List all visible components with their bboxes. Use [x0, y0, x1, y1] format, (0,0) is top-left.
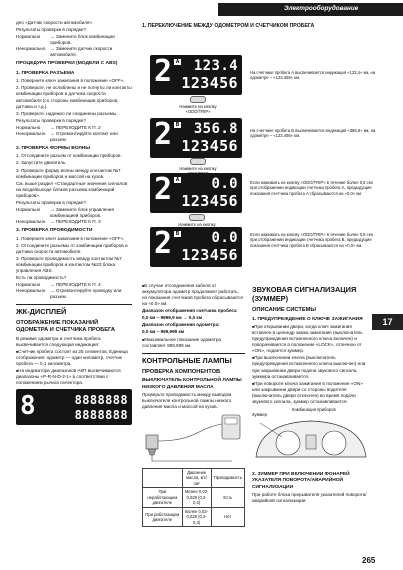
components-title: ПРОВЕРКА КОМПОНЕНТОВ — [142, 368, 221, 375]
step2-title: 2. ПРОВЕРКА ФОРМЫ ВОЛНЫ — [16, 145, 91, 151]
column-3: ■ В случае отсоединения кабеля от аккумулятора одометр продолжает работать, но показания счетчиков пробега сбрасываются на «0.0» км. Диапазон отображения счетчика пробега: 0,0 км ~ 9999,9 км → 0,0 км Диапазон отображения одометра: 0,0 км ~ 999,999 км ■ Максимальное показание одометра составляет 999,999 км. КОНТРОЛЬНЫЕ ЛАМПЫ ПРОВЕРКА КОМПОНЕНТОВ ВЫКЛЮЧАТЕЛЬ КОНТРОЛЬНОЙ ЛАМПЫ НИЗКОГО ДАВЛЕНИЯ МАСЛА Проверьте проводимость между выводом выключателя контрольной лампы низкого давления масла и массой на кузов. Давление масла, кгс/см² Проводимость При неработающем двигателе Менее 0,02-0,029 (0,2-0,3) Есть При работающем двигателе Более 0,02-0,029 (0,2-0,3) Нет — [142, 283, 245, 527]
column-4: ЗВУКОВАЯ СИГНАЛИЗАЦИЯ (ЗУММЕР) ОПИСАНИЕ СИСТЕМЫ 1. ПРЕДУПРЕЖДЕНИЕ О КЛЮЧЕ ЗАЖИГАНИЯ ■ При открывании двери, когда ключ зажигания вставлен в цилиндр замка зажигания (выключатель предупреждения вставленного ключа включен) и поворачивается в положение «LOCK», отличное от «ON», подается зуммер. ■ При выключении ключа (выключатель предупреждения вставленного ключа выключен) или при закрывании двери подача звукового сигнала, зуммера останавливается. ■ При повороте ключа зажигания в положение «ON» или закрывании двери со стороны водителя (выключатель двери отключен) во время подачи звукового сигнала, зуммер останавливается. Комбинация приборов Зуммер 2. ЗУММЕР ПРИ ВКЛЮЧЕНИИ ФОНАРЕЙ УКАЗАТЕЛЯ ПОВОРОТА/АВАРИЙНОЙ СИГНАЛИЗАЦИИ При работе блока прерывателя указателей поворота/аварийной сигнализации — [252, 283, 370, 505]
button-icon — [189, 214, 205, 221]
section-tab: 17 — [372, 314, 403, 330]
speedometer-dial — [276, 431, 300, 455]
cluster-figure: Комбинация приборов Зуммер — [252, 407, 370, 469]
odo-display-4: 2 B 0.0 123456 — [150, 227, 242, 267]
button-icon — [190, 96, 206, 103]
switch-section-title: 1. ПЕРЕКЛЮЧЕНИЕ МЕЖДУ ОДОМЕТРОМ И СЧЕТЧИКОМ ПРОБЕГА — [142, 23, 315, 29]
odo-trip-button-2[interactable]: Нажмите на кнопку — [178, 158, 218, 177]
divider — [16, 304, 132, 305]
odo-display-1: 2 A 123.4 123456 — [150, 55, 242, 95]
ground-wire — [152, 455, 232, 461]
lamps-section-title: КОНТРОЛЬНЫЕ ЛАМПЫ — [142, 355, 232, 365]
column-2 — [142, 20, 389, 31]
instrument-cluster-illustration — [252, 417, 370, 469]
odo-trip-button-3[interactable]: Нажмите на кнопку — [174, 214, 220, 238]
page-header: Электрооборудование — [218, 3, 403, 16]
divider — [142, 353, 245, 354]
oil-switch-title: ВЫКЛЮЧАТЕЛЬ КОНТРОЛЬНОЙ ЛАМПЫ НИЗКОГО ДАВЛЕНИЯ МАСЛА — [142, 378, 242, 390]
lcd-section-title: ЖК-ДИСПЛЕЙ — [16, 307, 67, 317]
tachometer-dial — [322, 431, 346, 455]
oil-switch-thread — [148, 449, 156, 455]
table-header-row: Давление масла, кгс/см² Проводимость — [143, 468, 245, 488]
buzzer-section-title: ЗВУКОВАЯ СИГНАЛИЗАЦИЯ (ЗУММЕР) — [252, 285, 357, 303]
key-warning-title: 1. ПРЕДУПРЕЖДЕНИЕ О КЛЮЧЕ ЗАЖИГАНИЯ — [252, 316, 363, 322]
column-1: део «Датчик скорости автомобиля». Результаты проверки в порядке? Нормально → Замените блок комбинации приборов. Ненормально → Замените датчик скорости автомобиля. ПРОЦЕДУРА ПРОВЕРКИ (МОДЕЛИ С ABS) 1. ПРОВЕРКА РАЗЪЕМА 1. Поверните ключ зажигания в положение «OFF». 2. Проверьте, не ослаблены и не погнуты ли контакты комбинации приборов и датчика скорости автомобиля (со стороны комбинации приборов, датчика и т.д.). 3. Проверьте, надежно ли соединены разъемы. Результаты проверки в порядке? Нормально → ПЕРЕХОДИТЕ К П. 2 Ненормально → Отремонтируйте контакт или разъем. 2. ПРОВЕРКА ФОРМЫ ВОЛНЫ 1. Отсоедините разъем от комбинации приборов. 2. Запустите двигатель. 3. Проверьте форму волны между контактом №7 комбинации приборов и массой на кузов. См. выше раздел «Стандартные значения сигналов на входе/выходе блоков разъема комбинаций приборов». Результаты проверки в порядке? Нормально → Замените блок управления комбинацией приборов. Ненормально → ПЕРЕХОДИТЕ К П. 3 3. ПРОВЕРКА ПРОВОДИМОСТИ 1. Поверните ключ зажигания в положение «OFF». 2. Отсоедините разъемы от комбинации приборов и датчика скорости автомобиля. 3. Проверьте проводимость между контактом №7 комбинации приборов и контактом №23 блока управления ABS. Есть ли проводимость? Нормально → ПЕРЕХОДИТЕ К П. 4 Ненормально → Отремонтируйте проводку или разъем. ЖК-ДИСПЛЕЙ ОТОБРАЖЕНИЕ ПОКАЗАНИЙ ОДОМЕТРА И СЧЕТЧИКА ПРОБЕГА В режиме одометра и счетчика пробега высвечивается следующая индикация: ■ Счетчик пробега состоит из 25 сегментов. Единица отображения: одометр — один километр, счетчик пробега — 0,1 километра. ■ На индикаторе диапазонов АКП высвечиваются диапазоны «P-R-N-D-2-1» в соответствии с положением рычага селектора. 8 8888888 8888888 — [16, 20, 132, 425]
step3-title: 3. ПРОВЕРКА ПРОВОДИМОСТИ — [16, 228, 93, 234]
odo-display-2: 2 B 356.8 123456 — [150, 118, 242, 158]
table-row: При работающем двигателе Более 0,02-0,029 (0,2-0,3) Нет — [143, 507, 245, 527]
odometer-display-title: ОТОБРАЖЕНИЕ ПОКАЗАНИЙ ОДОМЕТРА И СЧЕТЧИКА ПРОБЕГА — [16, 320, 116, 333]
oil-switch-body — [146, 435, 158, 449]
step1-title: 1. ПРОВЕРКА РАЗЪЕМА — [16, 70, 75, 76]
abs-procedure-title: ПРОЦЕДУРА ПРОВЕРКИ (МОДЕЛИ С ABS) — [16, 61, 118, 67]
ohmmeter-screen — [225, 418, 237, 424]
odo-trip-button-1[interactable]: Нажмите на кнопку «ODO/TRIP» — [178, 96, 218, 115]
test-wire — [158, 423, 227, 441]
button-icon — [190, 158, 206, 165]
lcd-window — [306, 435, 316, 449]
turn-signal-buzzer-title: 2. ЗУММЕР ПРИ ВКЛЮЧЕНИИ ФОНАРЕЙ УКАЗАТЕЛЯ ПОВОРОТА/АВАРИЙНОЙ СИГНАЛИЗАЦИИ — [252, 471, 350, 490]
table-row: При неработающем двигателе Менее 0,02-0,029 (0,2-0,3) Есть — [143, 488, 245, 508]
oil-switch-diagram — [142, 411, 245, 463]
page-number: 265 — [362, 556, 376, 565]
odo-display-3: 2 A 0.0 123456 — [150, 173, 242, 213]
system-description-title: ОПИСАНИЕ СИСТЕМЫ — [252, 306, 316, 313]
lcd-segment-display: 8 8888888 8888888 — [16, 389, 132, 425]
oil-pressure-table — [142, 468, 245, 528]
